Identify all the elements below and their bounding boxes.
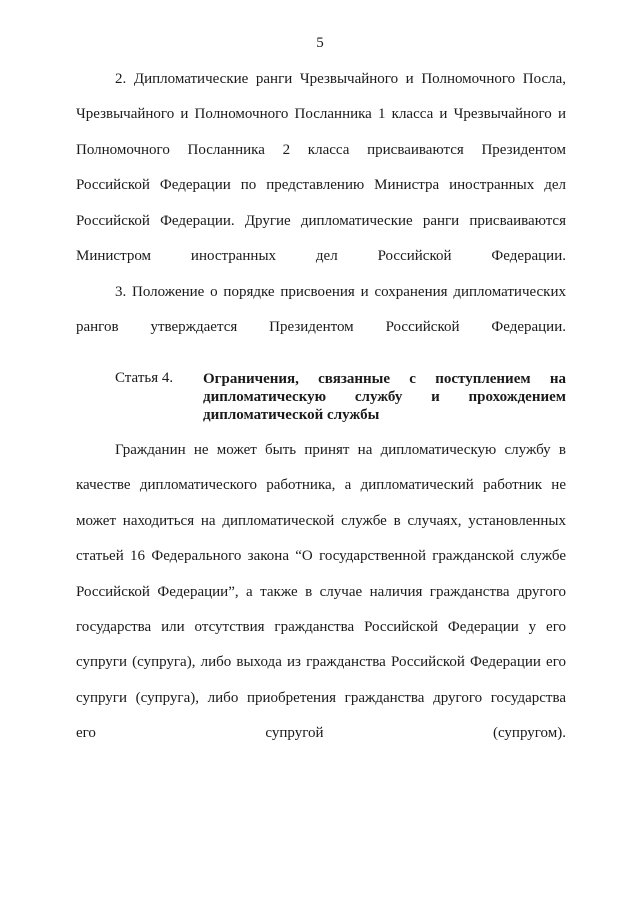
text-line: Полномочного Посланника 2 класса присваиваются Президентом — [76, 141, 566, 158]
page-number: 5 — [316, 35, 324, 51]
article-title-line: Ограничения, связанные с поступлением на — [203, 371, 566, 387]
text-line: статьей 16 Федерального закона “О государственной гражданской службе — [76, 548, 566, 565]
paragraph-article-4 — [76, 433, 566, 752]
article-label: Статья 4. — [115, 370, 174, 386]
text-line: Российской Федерации”, а также в случае наличия гражданства другого — [76, 583, 566, 600]
paragraph-2 — [76, 62, 566, 274]
text-line: качестве дипломатического работника, а дипломатический работник не — [76, 477, 566, 494]
text-line: Чрезвычайного и Полномочного Посланника 1 класса и Чрезвычайного и — [76, 106, 566, 123]
article-title-line: дипломатической службы — [203, 407, 380, 423]
text-line: рангов утверждается Президентом Российской Федерации. — [76, 319, 566, 336]
text-line: супруги (супруга), либо выхода из гражданства Российской Федерации его — [76, 654, 566, 671]
text-line: Российской Федерации по представлению Министра иностранных дел — [76, 177, 566, 194]
paragraph-3 — [76, 275, 566, 346]
text-line: государства или отсутствия гражданства Российской Федерации у его — [76, 619, 566, 636]
text-line: Гражданин не может быть принят на дипломатическую службу в — [115, 442, 566, 458]
text-line: супруги (супруга), либо приобретения гражданства другого государства — [76, 689, 566, 706]
article-title — [203, 370, 566, 424]
text-line: Министром иностранных дел Российской Федерации. — [76, 248, 566, 265]
text-line: Российской Федерации. Другие дипломатические ранги присваиваются — [76, 212, 566, 229]
article-title-line: дипломатическую службу и прохождением — [203, 389, 566, 405]
text-line: 2. Дипломатические ранги Чрезвычайного и Полномочного Посла, — [115, 71, 566, 87]
text-line: его супругой (супругом). — [76, 725, 566, 742]
text-line: 3. Положение о порядке присвоения и сохранения дипломатических — [115, 284, 566, 300]
text-line: может находиться на дипломатической службе в случаях, установленных — [76, 512, 566, 529]
